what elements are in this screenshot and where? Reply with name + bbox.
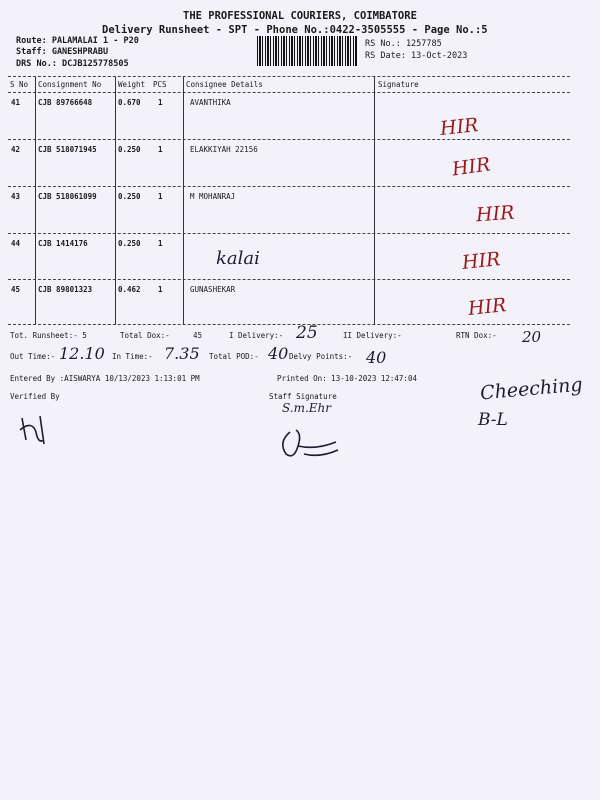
barcode [257,36,357,66]
row-signature: HIR [438,114,480,140]
row-sno: 45 [11,285,21,294]
row-pcs: 1 [158,145,163,154]
row-signature: HIR [450,153,492,181]
rtn-dox-label: RTN Dox:- [456,331,497,340]
total-pod-value: 40 [268,344,289,363]
ii-delivery-label: II Delivery:- [343,331,402,340]
row-weight: 0.250 [118,145,141,154]
delvy-points-value: 40 [366,348,387,367]
row-consignment: CJB 1414176 [38,239,88,248]
row-rule [8,279,570,280]
col-divider [183,77,184,325]
printed-on: Printed On: 13-10-2023 12:47:04 [277,374,417,383]
total-pod-label: Total POD:- [209,352,259,361]
table-top-rule [8,76,570,77]
row-weight: 0.462 [118,285,141,294]
row-handwritten-note: kalai [216,248,260,269]
in-time-label: In Time:- [112,352,153,361]
row-consignment: CJB 518061099 [38,192,97,201]
row-consignee: GUNASHEKAR [190,285,236,294]
runsheet-subtitle: Delivery Runsheet - SPT - Phone No.:0422-3505555 - Page No.:5 [102,24,488,36]
row-pcs: 1 [158,239,163,248]
i-delivery-label: I Delivery:- [229,331,284,340]
col-divider [115,77,116,325]
row-rule [8,186,570,187]
drs-number: DRS No.: DCJB125778505 [16,59,129,69]
row-sno: 42 [11,145,21,154]
verifier-signature [14,410,54,452]
col-divider [374,77,375,325]
col-header-signature: Signature [378,80,419,89]
row-pcs: 1 [158,98,163,107]
col-header-pcs: PCS [153,80,167,89]
entered-by: Entered By :AISWARYA 10/13/2023 1:13:01 PM [10,374,200,383]
company-title: THE PROFESSIONAL COURIERS, COIMBATORE [183,10,417,22]
out-time-value: 12.10 [59,344,105,363]
row-rule [8,233,570,234]
right-signature-1: Cheeching [479,373,584,405]
row-sno: 41 [11,98,21,107]
tot-runsheet: Tot. Runsheet:- 5 [10,331,87,340]
total-dox-label: Total Dox:- [120,331,170,340]
staff-sign-text: S.m.Ehr [282,401,332,415]
verified-by-label: Verified By [10,392,60,401]
row-consignment: CJB 89801323 [38,285,93,294]
row-pcs: 1 [158,192,163,201]
table-bottom-rule [8,324,570,325]
route-label: Route: PALAMALAI 1 - P20 [16,36,139,46]
row-rule [8,139,570,140]
col-header-consignee: Consignee Details [186,80,263,89]
header-rule [8,92,570,93]
row-signature: HIR [460,248,502,274]
col-header-sno: S No [10,80,29,89]
row-consignee: ELAKKIYAH 22156 [190,145,258,154]
col-header-weight: Weight [118,80,146,89]
rs-number: RS No.: 1257785 [365,39,442,49]
staff-label: Staff: GANESHPRABU [16,47,109,57]
row-consignee: M MOHANRAJ [190,192,236,201]
row-signature: HIR [466,294,508,320]
staff-signature-scribble [276,424,346,462]
right-signature-2: B-L [478,410,508,430]
row-sno: 44 [11,239,21,248]
row-weight: 0.250 [118,192,141,201]
rtn-dox-value: 20 [522,328,542,346]
in-time-value: 7.35 [164,344,200,363]
col-divider [35,77,36,325]
col-header-consignment: Consignment No [38,80,102,89]
rs-date: RS Date: 13-Oct-2023 [365,51,468,61]
total-dox-value: 45 [193,331,203,340]
out-time-label: Out Time:- [10,352,56,361]
row-pcs: 1 [158,285,163,294]
row-consignee: AVANTHIKA [190,98,231,107]
delvy-points-label: Delvy Points:- [289,352,353,361]
row-consignment: CJB 518071945 [38,145,97,154]
row-weight: 0.250 [118,239,141,248]
row-consignment: CJB 89766648 [38,98,93,107]
row-weight: 0.670 [118,98,141,107]
i-delivery-value: 25 [296,323,318,343]
row-signature: HIR [475,201,516,227]
staff-signature-label: Staff Signature [269,392,337,401]
row-sno: 43 [11,192,21,201]
